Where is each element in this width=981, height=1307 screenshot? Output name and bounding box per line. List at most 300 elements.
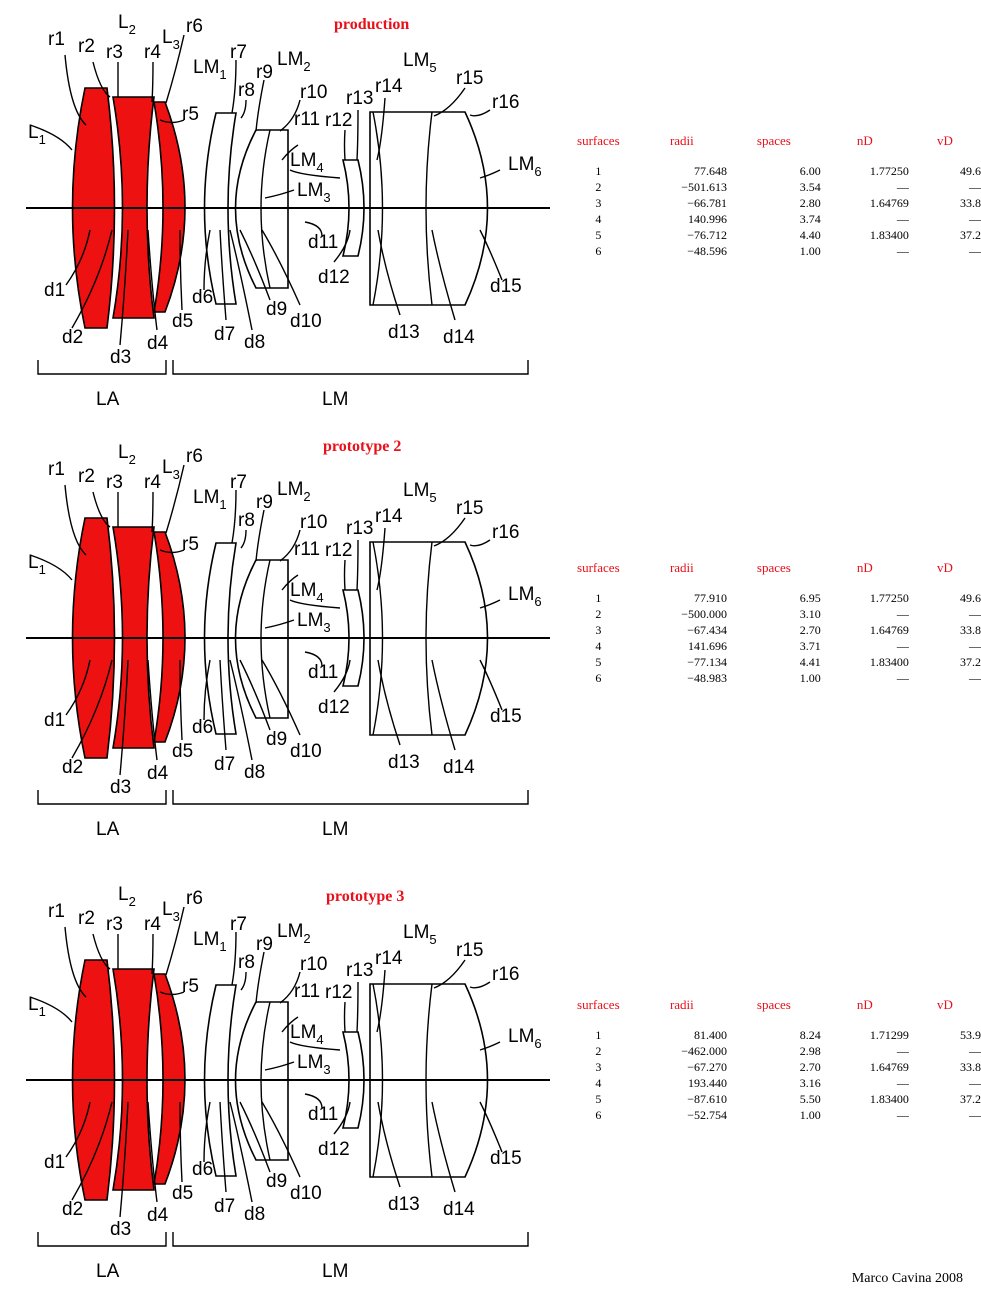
label-r11: r11 <box>294 981 321 1002</box>
table-cell: 3.16 <box>799 1076 821 1090</box>
label-r16: r16 <box>492 522 520 543</box>
table-cell: −66.781 <box>687 196 728 210</box>
table-cell: 1.64769 <box>869 196 909 210</box>
table-header-spaces: spaces <box>756 133 791 148</box>
label-r7: r7 <box>230 914 247 935</box>
table-row <box>560 606 981 622</box>
leader-line <box>345 1002 346 1032</box>
label-subscript: 1 <box>38 562 46 577</box>
table-cell: 3.10 <box>799 607 821 621</box>
table-cell: 2.80 <box>799 196 821 210</box>
leader-line <box>256 510 264 561</box>
label-d1: d1 <box>44 280 66 301</box>
label-text: LM <box>193 487 220 508</box>
table-header-nd: nD <box>856 133 873 148</box>
label-LM3 <box>297 180 331 205</box>
table-cell: 141.696 <box>688 639 728 653</box>
label-subscript: 2 <box>303 489 311 504</box>
label-subscript: 6 <box>534 594 542 609</box>
label-r15: r15 <box>456 68 484 89</box>
label-d10: d10 <box>290 1183 322 1204</box>
label-text: L <box>28 552 39 573</box>
label-r10: r10 <box>300 954 328 975</box>
table-header-nd: nD <box>856 997 873 1012</box>
label-r6: r6 <box>186 446 203 467</box>
label-r10: r10 <box>300 82 328 103</box>
label-r4: r4 <box>144 472 161 493</box>
leader-line <box>345 130 346 160</box>
label-r8: r8 <box>238 510 255 531</box>
label-d7: d7 <box>214 1196 236 1217</box>
leader-line <box>232 490 236 543</box>
table-cell: −462.000 <box>681 1044 728 1058</box>
table-cell: 1 <box>595 591 602 605</box>
label-LM2 <box>277 49 311 74</box>
table-row <box>560 1027 981 1043</box>
table-cell: — <box>896 180 909 194</box>
leader-line <box>241 100 246 118</box>
table-cell: — <box>969 1076 981 1090</box>
table-cell: 1.00 <box>799 1108 821 1122</box>
author-credit: Marco Cavina 2008 <box>851 1271 963 1286</box>
table-cell: — <box>969 639 981 653</box>
table-header-radii: radii <box>669 560 694 575</box>
table-cell: 53.9 <box>960 1028 981 1042</box>
label-r16: r16 <box>492 964 520 985</box>
table-cell: — <box>896 671 909 685</box>
bracket-LA <box>38 360 166 374</box>
label-r2: r2 <box>78 908 95 929</box>
leader-line <box>152 62 153 102</box>
table-cell: 37.2 <box>960 655 981 669</box>
table-row <box>560 638 981 654</box>
label-d15: d15 <box>490 276 522 297</box>
table-cell: 33.8 <box>960 623 981 637</box>
label-d2: d2 <box>62 1199 84 1220</box>
label-r13: r13 <box>346 88 374 109</box>
label-d14: d14 <box>443 327 475 348</box>
label-subscript: 3 <box>323 620 331 635</box>
table-cell: 2 <box>595 1044 602 1058</box>
label-d6: d6 <box>192 287 214 308</box>
label-text: LM <box>403 922 430 943</box>
label-subscript: 2 <box>128 22 136 37</box>
label-group-LM: LM <box>322 819 349 840</box>
table-cell: 5.50 <box>799 1092 821 1106</box>
table-cell: — <box>896 212 909 226</box>
label-r5: r5 <box>182 104 199 125</box>
leader-line <box>357 540 358 590</box>
leader-line <box>241 972 246 990</box>
label-LM5 <box>403 50 437 75</box>
label-text: L <box>162 899 173 920</box>
label-d9: d9 <box>266 1171 288 1192</box>
label-r15: r15 <box>456 498 484 519</box>
label-LM6 <box>508 1026 542 1051</box>
table-cell: 1.77250 <box>869 591 909 605</box>
table-cell: 140.996 <box>688 212 728 226</box>
label-subscript: 4 <box>316 590 324 605</box>
table-cell: 2.70 <box>799 623 821 637</box>
label-r3: r3 <box>106 472 123 493</box>
table-cell: 4 <box>595 639 602 653</box>
label-r13: r13 <box>346 960 374 981</box>
leader-line <box>256 80 264 131</box>
table-cell: 1.00 <box>799 244 821 258</box>
label-text: LM <box>403 480 430 501</box>
label-subscript: 5 <box>429 932 437 947</box>
leader-line <box>256 952 264 1003</box>
table-cell: 4.40 <box>799 228 821 242</box>
label-d8: d8 <box>244 1204 266 1225</box>
label-d4: d4 <box>147 333 169 354</box>
table-cell: 5 <box>595 1092 602 1106</box>
leader-line <box>357 110 358 160</box>
label-d12: d12 <box>318 267 350 288</box>
leader-line <box>232 932 236 985</box>
table-cell: −67.434 <box>687 623 728 637</box>
table-cell: — <box>896 1108 909 1122</box>
table-cell: — <box>896 639 909 653</box>
table-cell: −48.983 <box>687 671 728 685</box>
label-subscript: 6 <box>534 1036 542 1051</box>
table-row <box>560 590 981 606</box>
label-d1: d1 <box>44 710 66 731</box>
table-cell: 193.440 <box>688 1076 728 1090</box>
label-group-LA: LA <box>96 819 120 840</box>
label-d3: d3 <box>110 1219 132 1240</box>
label-r12: r12 <box>325 982 353 1003</box>
table-row <box>560 163 981 179</box>
label-r14: r14 <box>375 948 403 969</box>
label-text: LM <box>277 921 304 942</box>
label-LM6 <box>508 584 542 609</box>
label-LM3 <box>297 1052 331 1077</box>
label-d6: d6 <box>192 717 214 738</box>
table-cell: −52.754 <box>687 1108 728 1122</box>
label-d5: d5 <box>172 741 194 762</box>
label-r14: r14 <box>375 506 403 527</box>
label-text: LM <box>193 929 220 950</box>
table-cell: 1.71299 <box>869 1028 909 1042</box>
table-row <box>560 1059 981 1075</box>
table-header-vd: vD <box>937 133 953 148</box>
label-text: LM <box>277 49 304 70</box>
label-subscript: 5 <box>429 60 437 75</box>
table-cell: 33.8 <box>960 196 981 210</box>
table-cell: 3 <box>595 1060 602 1074</box>
label-subscript: 3 <box>172 467 180 482</box>
label-subscript: 2 <box>128 452 136 467</box>
leader-line <box>290 600 340 608</box>
label-subscript: 2 <box>128 894 136 909</box>
panel-title-production: production <box>334 16 410 33</box>
leader-line <box>152 934 153 974</box>
panel-title-prototype-3: prototype 3 <box>326 888 405 905</box>
label-d3: d3 <box>110 347 132 368</box>
label-r1: r1 <box>48 901 65 922</box>
table-cell: 4.41 <box>799 655 821 669</box>
table-header-vd: vD <box>937 560 953 575</box>
table-row <box>560 1075 981 1091</box>
label-text: LM <box>290 150 317 171</box>
label-d12: d12 <box>318 697 350 718</box>
label-d1: d1 <box>44 1152 66 1173</box>
table-cell: −76.712 <box>687 228 728 242</box>
table-header-surfaces: surfaces <box>577 133 620 148</box>
label-text: L <box>118 884 129 905</box>
table-cell: 1.64769 <box>869 1060 909 1074</box>
table-cell: — <box>969 1044 981 1058</box>
table-cell: 6.00 <box>799 164 821 178</box>
label-subscript: 6 <box>534 164 542 179</box>
table-cell: 37.2 <box>960 228 981 242</box>
leader-line <box>290 170 340 178</box>
leader-line <box>470 540 490 546</box>
table-cell: −67.270 <box>687 1060 728 1074</box>
table-row <box>560 1107 981 1123</box>
table-cell: 3 <box>595 196 602 210</box>
label-subscript: 3 <box>323 190 331 205</box>
table-row <box>560 179 981 195</box>
label-L2 <box>118 12 136 37</box>
table-cell: 77.910 <box>694 591 728 605</box>
table-cell: 2.98 <box>799 1044 821 1058</box>
label-d10: d10 <box>290 311 322 332</box>
label-subscript: 3 <box>323 1062 331 1077</box>
label-d2: d2 <box>62 327 84 348</box>
label-LM1 <box>193 487 227 512</box>
table-row <box>560 654 981 670</box>
label-text: LM <box>290 580 317 601</box>
label-text: L <box>118 442 129 463</box>
label-d3: d3 <box>110 777 132 798</box>
table-row <box>560 670 981 686</box>
label-subscript: 3 <box>172 37 180 52</box>
table-row <box>560 1043 981 1059</box>
label-r3: r3 <box>106 42 123 63</box>
label-d8: d8 <box>244 762 266 783</box>
table-cell: 37.2 <box>960 1092 981 1106</box>
label-LM2 <box>277 479 311 504</box>
label-d7: d7 <box>214 324 236 345</box>
label-LM3 <box>297 610 331 635</box>
label-text: LM <box>297 180 324 201</box>
label-text: LM <box>297 610 324 631</box>
label-r15: r15 <box>456 940 484 961</box>
label-text: LM <box>403 50 430 71</box>
table-cell: 33.8 <box>960 1060 981 1074</box>
label-d6: d6 <box>192 1159 214 1180</box>
label-d13: d13 <box>388 322 420 343</box>
label-L1 <box>28 994 46 1019</box>
table-cell: −501.613 <box>681 180 728 194</box>
table-cell: — <box>896 607 909 621</box>
table-row <box>560 195 981 211</box>
label-r11: r11 <box>294 109 321 130</box>
table-cell: 81.400 <box>694 1028 728 1042</box>
label-subscript: 2 <box>303 59 311 74</box>
label-r6: r6 <box>186 888 203 909</box>
label-r6: r6 <box>186 16 203 37</box>
label-r1: r1 <box>48 459 65 480</box>
label-d14: d14 <box>443 757 475 778</box>
table-header-spaces: spaces <box>756 997 791 1012</box>
label-LM5 <box>403 922 437 947</box>
label-r9: r9 <box>256 934 273 955</box>
label-d9: d9 <box>266 299 288 320</box>
table-cell: −48.596 <box>687 244 728 258</box>
label-r9: r9 <box>256 62 273 83</box>
label-group-LA: LA <box>96 389 120 410</box>
label-subscript: 1 <box>38 1004 46 1019</box>
label-L2 <box>118 442 136 467</box>
label-text: L <box>162 27 173 48</box>
label-r2: r2 <box>78 466 95 487</box>
leader-line <box>290 1042 340 1050</box>
table-cell: 4 <box>595 212 602 226</box>
table-row <box>560 227 981 243</box>
label-text: LM <box>508 584 535 605</box>
label-text: LM <box>297 1052 324 1073</box>
table-cell: −500.000 <box>681 607 728 621</box>
table-cell: — <box>969 671 981 685</box>
label-LM6 <box>508 154 542 179</box>
label-text: L <box>28 122 39 143</box>
label-subscript: 2 <box>303 931 311 946</box>
label-subscript: 5 <box>429 490 437 505</box>
label-r10: r10 <box>300 512 328 533</box>
table-cell: 2 <box>595 180 602 194</box>
label-d7: d7 <box>214 754 236 775</box>
label-r12: r12 <box>325 110 353 131</box>
label-d4: d4 <box>147 763 169 784</box>
table-row <box>560 1091 981 1107</box>
leader-line <box>480 230 502 280</box>
label-L1 <box>28 122 46 147</box>
label-d11: d11 <box>308 232 339 253</box>
label-group-LM: LM <box>322 389 349 410</box>
label-d13: d13 <box>388 1194 420 1215</box>
label-d5: d5 <box>172 1183 194 1204</box>
label-r14: r14 <box>375 76 403 97</box>
label-r13: r13 <box>346 518 374 539</box>
label-text: L <box>28 994 39 1015</box>
table-cell: 6 <box>595 1108 602 1122</box>
table-cell: 1.64769 <box>869 623 909 637</box>
table-cell: 6 <box>595 244 602 258</box>
label-L3 <box>162 27 180 52</box>
leader-line <box>470 982 490 988</box>
label-LM1 <box>193 929 227 954</box>
label-LM5 <box>403 480 437 505</box>
lens-diagram-production <box>0 0 560 420</box>
table-header-radii: radii <box>669 997 694 1012</box>
table-header-surfaces: surfaces <box>577 560 620 575</box>
table-cell: 1.77250 <box>869 164 909 178</box>
label-d2: d2 <box>62 757 84 778</box>
leader-line <box>232 60 236 113</box>
label-text: LM <box>193 57 220 78</box>
label-r5: r5 <box>182 976 199 997</box>
lens-diagram-prototype-2 <box>0 430 560 850</box>
label-d13: d13 <box>388 752 420 773</box>
table-header-nd: nD <box>856 560 873 575</box>
table-cell: — <box>969 180 981 194</box>
label-text: LM <box>508 154 535 175</box>
table-cell: — <box>969 212 981 226</box>
label-r4: r4 <box>144 914 161 935</box>
table-cell: — <box>896 244 909 258</box>
panel-title-prototype-2: prototype 2 <box>323 438 402 455</box>
lens-data-table-production <box>560 133 981 259</box>
table-cell: — <box>896 1076 909 1090</box>
leader-line <box>470 110 490 116</box>
lens-data-table-prototype-3 <box>560 997 981 1123</box>
table-cell: 49.6 <box>960 591 981 605</box>
label-L1 <box>28 552 46 577</box>
leader-line <box>241 530 246 548</box>
label-L2 <box>118 884 136 909</box>
table-cell: 3.54 <box>799 180 821 194</box>
label-d11: d11 <box>308 662 339 683</box>
label-d15: d15 <box>490 1148 522 1169</box>
label-subscript: 1 <box>219 939 227 954</box>
table-cell: 3.71 <box>799 639 821 653</box>
lens-data-table-prototype-2 <box>560 560 981 686</box>
table-cell: — <box>969 244 981 258</box>
label-text: L <box>118 12 129 33</box>
table-cell: 1 <box>595 164 602 178</box>
bracket-LA <box>38 790 166 804</box>
leader-line <box>480 1102 502 1152</box>
table-cell: 77.648 <box>694 164 728 178</box>
label-text: LM <box>290 1022 317 1043</box>
label-r8: r8 <box>238 952 255 973</box>
label-r1: r1 <box>48 29 65 50</box>
table-cell: 3.74 <box>799 212 821 226</box>
table-cell: 5 <box>595 228 602 242</box>
label-r11: r11 <box>294 539 321 560</box>
leader-line <box>480 660 502 710</box>
table-row <box>560 622 981 638</box>
table-cell: 3 <box>595 623 602 637</box>
lens-diagram-prototype-3 <box>0 872 560 1292</box>
table-cell: — <box>969 607 981 621</box>
label-text: LM <box>508 1026 535 1047</box>
bracket-LM <box>173 360 528 374</box>
table-cell: 1.83400 <box>869 655 909 669</box>
label-d10: d10 <box>290 741 322 762</box>
table-cell: 2 <box>595 607 602 621</box>
label-d4: d4 <box>147 1205 169 1226</box>
leader-line <box>345 560 346 590</box>
label-r7: r7 <box>230 472 247 493</box>
label-subscript: 1 <box>38 132 46 147</box>
label-L3 <box>162 899 180 924</box>
table-cell: 1.00 <box>799 671 821 685</box>
label-text: L <box>162 457 173 478</box>
label-r5: r5 <box>182 534 199 555</box>
bracket-LA <box>38 1232 166 1246</box>
label-d8: d8 <box>244 332 266 353</box>
table-cell: 6.95 <box>799 591 821 605</box>
label-subscript: 3 <box>172 909 180 924</box>
table-cell: −77.134 <box>687 655 728 669</box>
table-row <box>560 243 981 259</box>
label-d5: d5 <box>172 311 194 332</box>
label-r9: r9 <box>256 492 273 513</box>
